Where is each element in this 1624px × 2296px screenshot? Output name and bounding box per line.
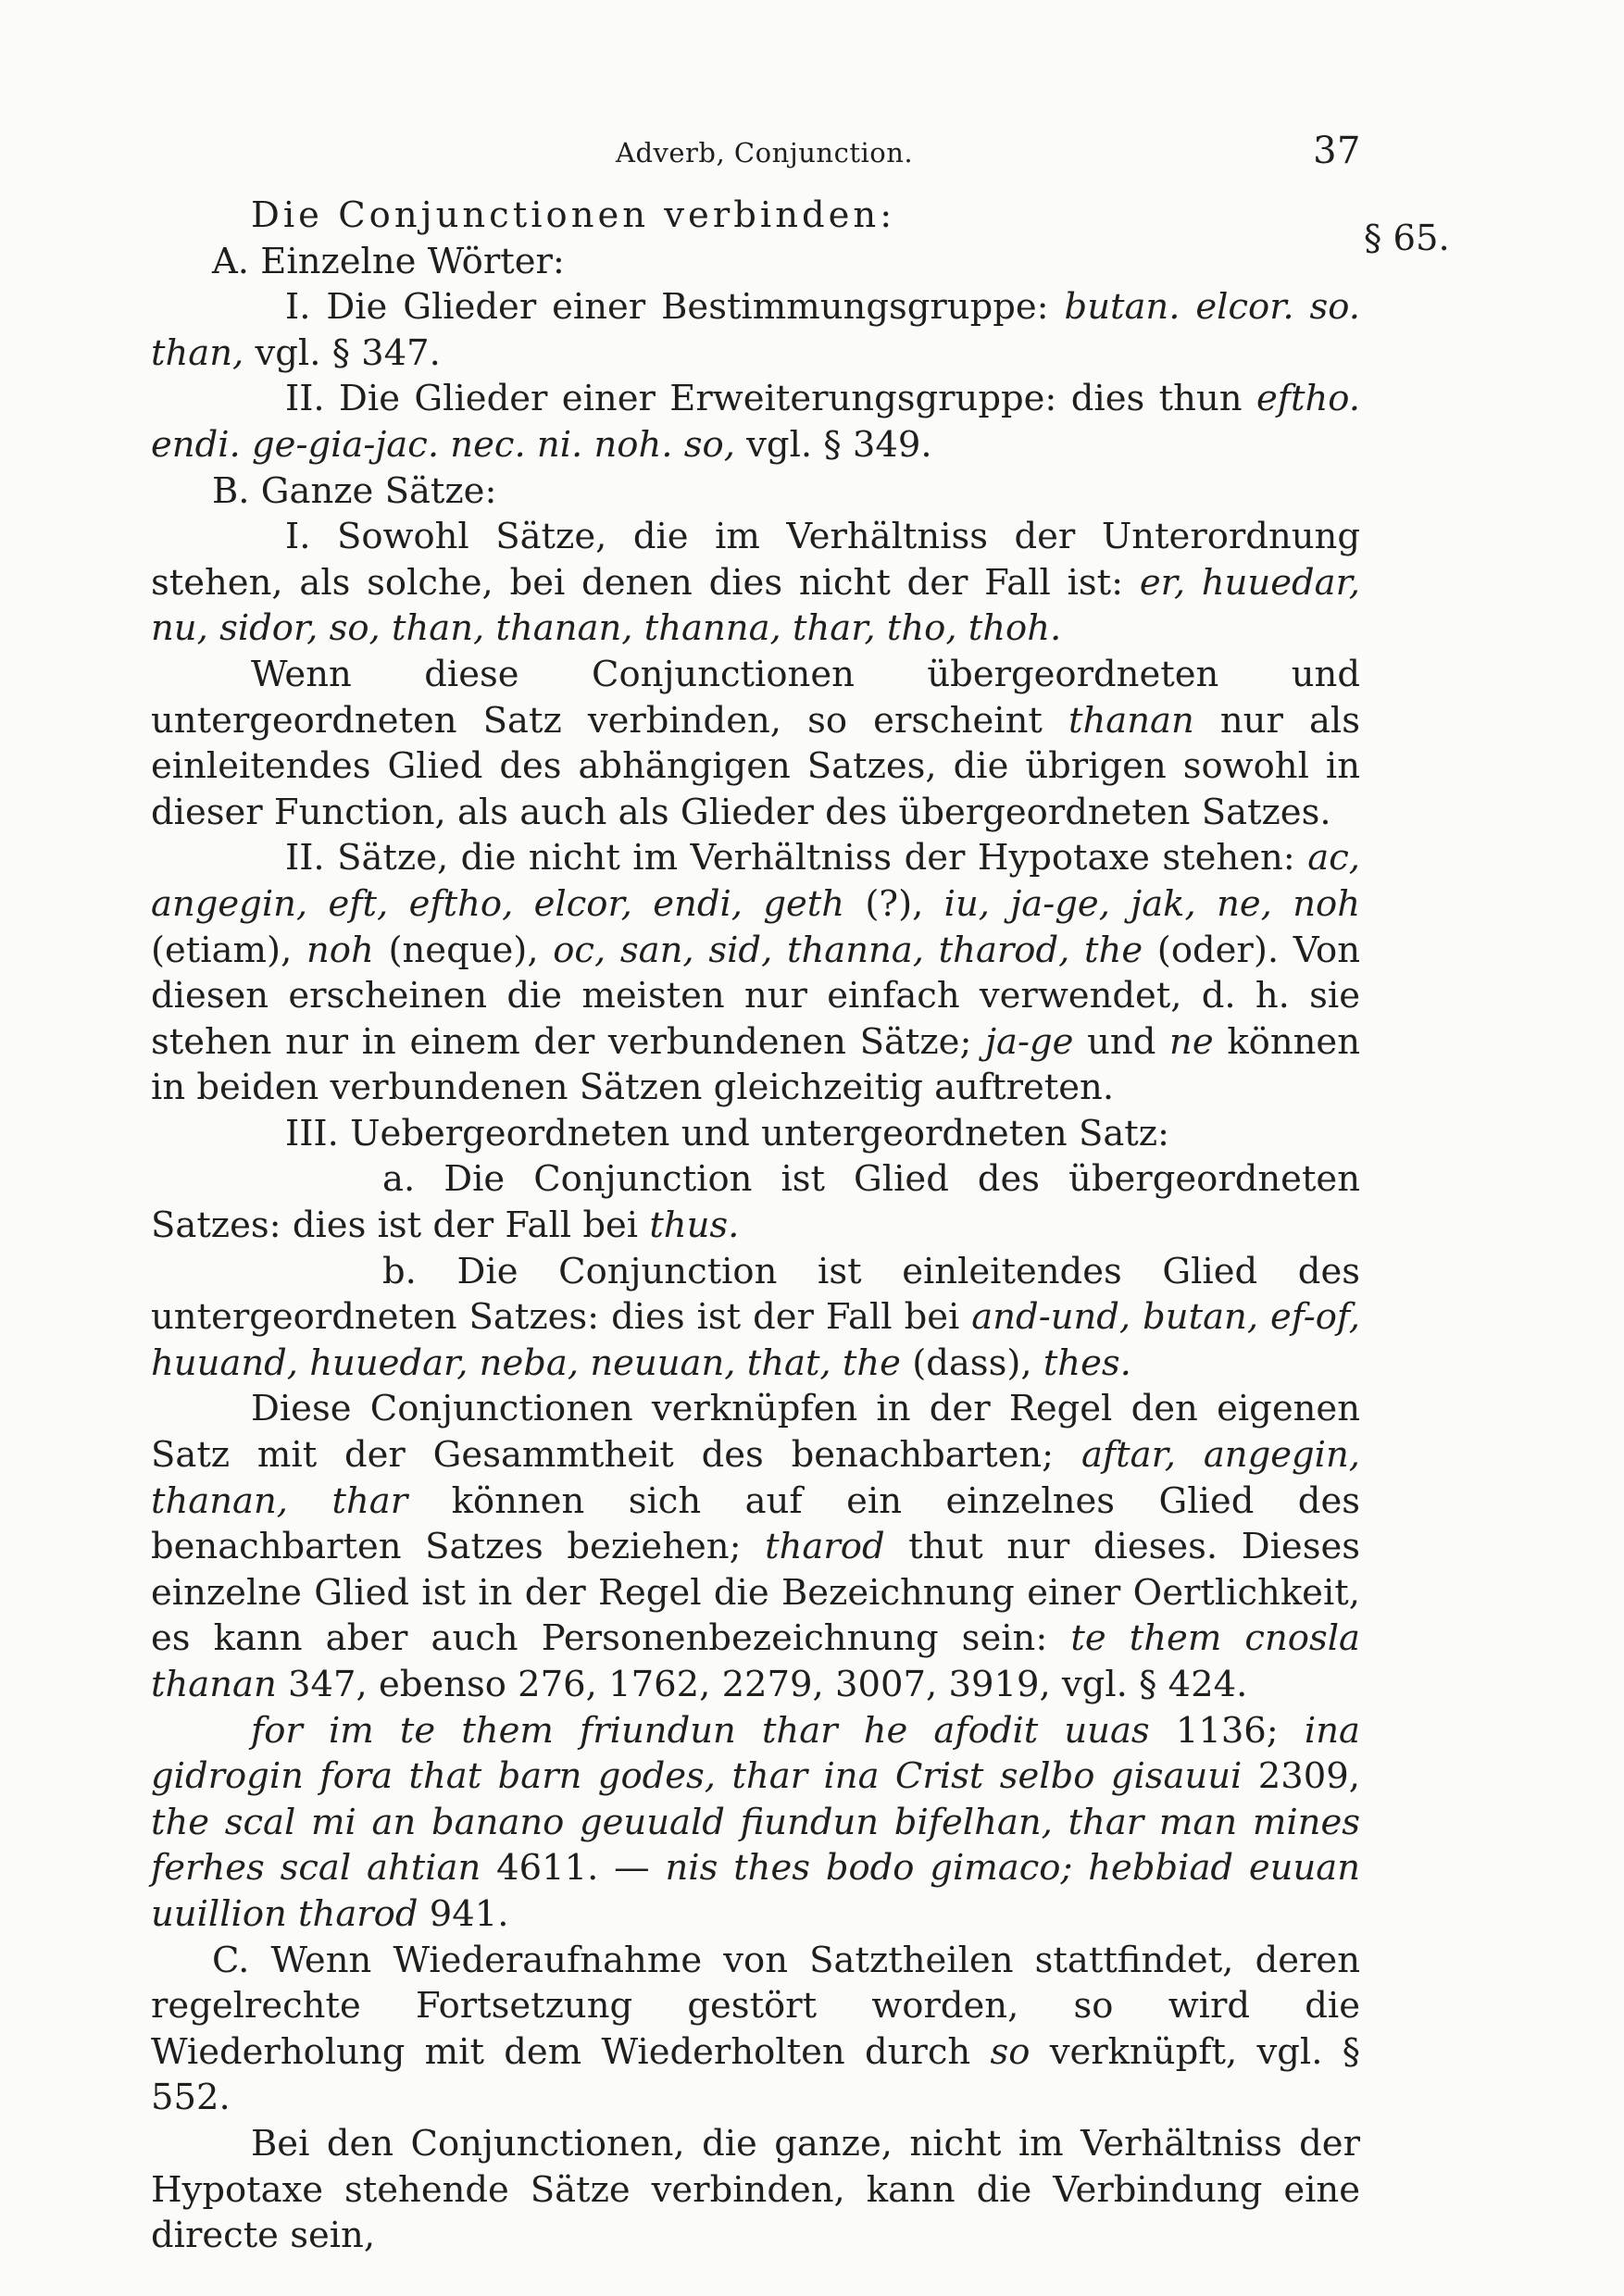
paragraph-b3b: [151, 1249, 1360, 1387]
text-run: (etiam),: [151, 929, 306, 971]
page-header: [148, 130, 1361, 176]
italic-run: aftar, angegin, thanan, thar: [151, 1434, 1360, 1522]
heading-b3: [151, 1111, 1360, 1157]
italic-run: nis thes bodo gimaco; hebbiad euuan uuillion tharod: [151, 1847, 1360, 1935]
heading-a-text: A. Einzelne Wörter:: [212, 240, 565, 282]
text-run: I. Sowohl Sätze, die im Verhältniss der Unterordnung stehen, als solche, bei denen dies nicht der Fall ist:: [151, 516, 1360, 604]
text-run: II. Die Glieder einer Erweiterungsgruppe: dies thun: [285, 378, 1256, 420]
paragraph-b2: [151, 835, 1360, 1111]
italic-run: thes.: [1043, 1341, 1131, 1384]
section-marker: § 65.: [1364, 218, 1450, 259]
heading-a: [151, 239, 1360, 285]
paragraph-b1: [151, 514, 1360, 652]
italic-run: ac, angegin, eft, eftho, elcor, endi, geth: [151, 837, 1360, 925]
text-run: 941.: [418, 1892, 509, 1935]
text-run: können in beiden verbundenen Sätzen gleichzeitig auftreten.: [151, 1020, 1361, 1109]
italic-run: eftho. endi. ge-gia-jac. nec. ni. noh. so,: [151, 378, 1360, 466]
text-run: (oder). Von diesen erscheinen die meisten nur einfach verwendet, d. h. sie stehen nur in einem der verbundenen Sätze;: [151, 929, 1361, 1063]
italic-run: er, huuedar, nu, sidor, so, than, thanan, thanna, thar, tho, thoh.: [151, 561, 1360, 650]
italic-run: the scal mi an banano geuuald fiundun bifelhan, thar man mines ferhes scal ahtian: [151, 1801, 1360, 1890]
text-run: a. Die Conjunction ist Glied des übergeordneten Satzes: dies ist der Fall bei: [151, 1158, 1360, 1247]
text-run: I. Die Glieder einer Bestimmungsgruppe:: [285, 286, 1065, 329]
intro-text: Die Conjunctionen verbinden:: [251, 194, 896, 236]
italic-run: iu, ja-ge, jak, ne, noh: [943, 882, 1360, 925]
text-run: vgl. § 349.: [734, 423, 932, 466]
heading-b-text: B. Ganze Sätze:: [212, 469, 497, 512]
paragraph-examples: [151, 1708, 1360, 1938]
body-text: [151, 193, 1360, 2259]
text-run: 347, ebenso 276, 1762, 2279, 3007, 3919, vgl. § 424.: [276, 1664, 1248, 1705]
paragraph-intro: [151, 193, 1360, 239]
heading-b: [151, 468, 1360, 515]
text-run: II. Sätze, die nicht im Verhältniss der Hypotaxe stehen:: [285, 837, 1308, 880]
paragraph-b3a: [151, 1156, 1360, 1248]
paragraph-bei: [151, 2121, 1360, 2259]
text-run: (neque),: [373, 929, 554, 971]
paragraph-a1: [151, 284, 1360, 376]
running-title: Adverb, Conjunction.: [616, 137, 914, 168]
italic-run: thanan: [1068, 699, 1194, 742]
text-run: C. Wenn Wiederaufnahme von Satztheilen stattfindet, deren regelrechte Fortsetzung gestört worden, so wird die Wiederholung mit dem Wiederholten durch: [151, 1939, 1360, 2073]
italic-run: tharod: [765, 1526, 885, 1568]
text-run: vgl. § 347.: [244, 331, 441, 374]
text-run: und: [1073, 1020, 1170, 1063]
italic-run: butan. elcor. so. than,: [151, 286, 1361, 374]
text-run: (dass),: [900, 1341, 1043, 1384]
italic-run: and-und, butan, ef-of, huuand, huuedar, neba, neuuan, that, the: [151, 1296, 1360, 1384]
heading-b3-text: III. Uebergeordneten und untergeordneten Satz:: [285, 1112, 1169, 1154]
text-run: (?),: [844, 882, 944, 925]
page-number: 37: [1313, 130, 1361, 172]
text-run: können sich auf ein einzelnes Glied des benachbarten Satzes beziehen;: [151, 1479, 1360, 1568]
italic-run: te them cnosla thanan: [151, 1617, 1360, 1705]
paragraph-a2: [151, 376, 1360, 468]
italic-run: ina gidrogin fora that barn godes, thar ina Crist selbo gisauui: [151, 1709, 1360, 1798]
italic-run: ne: [1169, 1020, 1214, 1063]
paragraph-diese: [151, 1386, 1360, 1707]
paragraph-c: [151, 1938, 1360, 2121]
text-run: thut nur dieses. Dieses einzelne Glied ist in der Regel die Bezeichnung einer Oertlichkeit, es kann aber auch Personenbezeichnung sein:: [151, 1526, 1361, 1660]
text-run: b. Die Conjunction ist einleitendes Glied des untergeordneten Satzes: dies ist der Fall bei: [151, 1250, 1360, 1339]
text-run: nur als einleitendes Glied des abhängigen Satzes, die übrigen sowohl in dieser Function, als auch als Glieder des übergeordneten Satzes.: [151, 699, 1361, 833]
paragraph-wenn: [151, 652, 1360, 835]
italic-run: noh: [306, 929, 374, 971]
text-run: verknüpft, vgl. § 552.: [151, 2030, 1361, 2119]
text-run: Bei den Conjunctionen, die ganze, nicht im Verhältniss der Hypotaxe stehende Sätze verbinden, kann die Verbindung eine directe sein,: [151, 2122, 1360, 2257]
italic-run: ja-ge: [985, 1020, 1074, 1063]
italic-run: so: [990, 2030, 1031, 2073]
text-run: 2309,: [1242, 1755, 1360, 1798]
italic-run: for im te them friundun thar he afodit uuas: [251, 1709, 1150, 1752]
italic-run: thus.: [649, 1204, 740, 1247]
text-run: Diese Conjunctionen verknüpfen in der Regel den eigenen Satz mit der Gesammtheit des benachbarten;: [151, 1388, 1360, 1477]
italic-run: oc, san, sid, thanna, tharod, the: [553, 929, 1143, 971]
text-run: 4611. —: [481, 1847, 666, 1890]
text-run: Wenn diese Conjunctionen übergeordneten und untergeordneten Satz verbinden, so erscheint: [151, 653, 1360, 742]
text-run: 1136;: [1149, 1709, 1305, 1752]
